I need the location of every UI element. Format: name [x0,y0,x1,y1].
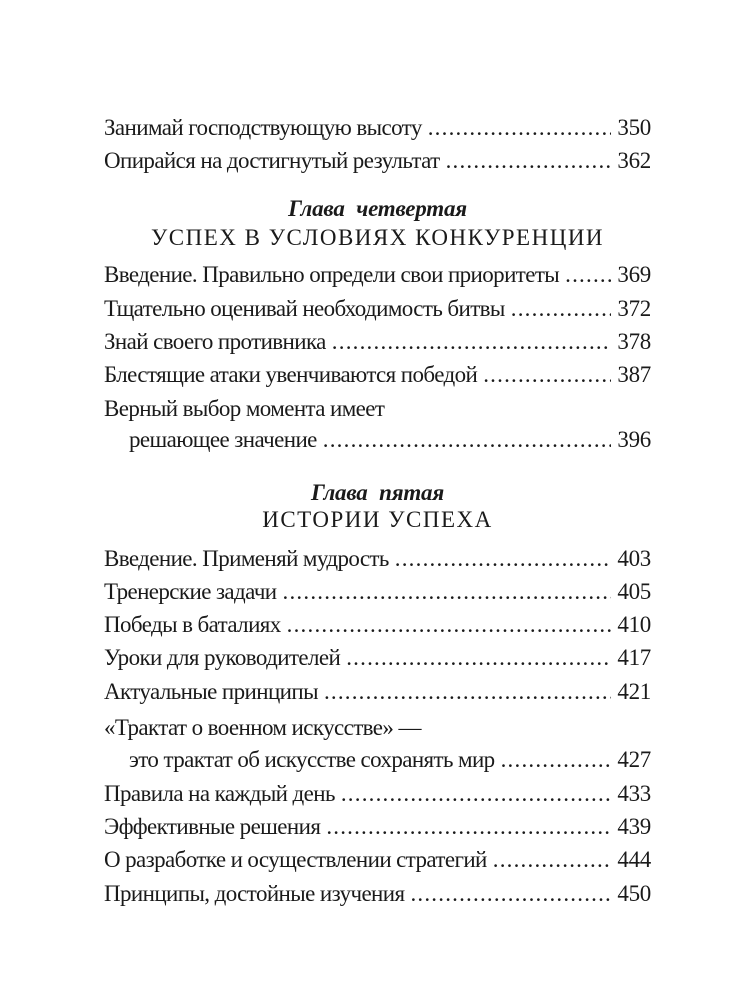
page-number: 433 [617,781,651,806]
page-number: 427 [617,747,651,772]
dot-leader [501,745,612,775]
toc-entry[interactable] [104,113,651,143]
entry-title: Занимай господствующую высоту [104,115,422,140]
dot-leader [323,425,612,455]
entry-title: Верный выбор момента имеет [104,396,385,421]
entry-title: Уроки для руководителей [104,645,341,670]
toc-entry[interactable] [104,677,651,707]
toc-entry[interactable] [104,845,651,875]
entry-title: Введение. Применяй мудрость [104,546,389,571]
entry-title: Знай своего противника [104,329,326,354]
entry-title: Тщательно оценивай необходимость битвы [104,296,505,321]
dot-leader [410,879,611,909]
page-number: 405 [617,579,651,604]
page-number: 378 [617,329,651,354]
dot-leader [283,577,612,607]
toc-entry[interactable] [104,812,651,842]
toc-entry[interactable] [104,327,651,357]
chapter-title: УСПЕХ В УСЛОВИЯХ КОНКУРЕНЦИИ [150,225,605,250]
dot-leader [395,544,612,574]
chapter-label: Глава пятая [310,480,445,505]
entry-title: «Трактат о военном искусстве» — [104,715,421,740]
page-number: 403 [617,546,651,571]
toc-entry[interactable] [104,779,651,809]
entry-title-continuation: это трактат об искусстве сохранять мир [129,747,495,772]
entry-title: Блестящие атаки увенчиваются победой [104,362,478,387]
page-number: 387 [617,362,651,387]
entry-title: Правила на каждый день [104,781,335,806]
dot-leader [346,643,611,673]
toc-entry[interactable] [104,544,651,574]
entry-title: Опирайся на достигнутый результат [104,148,440,173]
entry-title: Актуальные принципы [104,679,318,704]
entry-title-continuation: решающее значение [129,427,317,452]
entry-title: Эффективные решения [104,814,321,839]
toc-entry-continuation[interactable] [104,745,651,775]
toc-entry-continuation[interactable] [104,425,651,455]
page-number: 350 [617,115,651,140]
toc-entry[interactable] [104,610,651,640]
entry-title: Введение. Правильно определи свои приоритеты [104,262,560,287]
page-number: 372 [617,296,651,321]
dot-leader [446,146,612,176]
page-number: 444 [617,847,651,872]
dot-leader [428,113,612,143]
entry-title: Тренерские задачи [104,579,277,604]
toc-entry[interactable] [104,713,651,743]
toc-entry[interactable] [104,643,651,673]
page-number: 410 [617,612,651,637]
chapter-title: ИСТОРИИ УСПЕХА [262,507,493,532]
page-number: 421 [617,679,651,704]
entry-title: Победы в баталиях [104,612,281,637]
dot-leader [493,845,612,875]
dot-leader [332,327,612,357]
page-number: 439 [617,814,651,839]
dot-leader [324,677,611,707]
dot-leader [483,360,611,390]
chapter-label: Глава четвертая [288,196,467,221]
toc-entry[interactable] [104,260,651,290]
page-number: 396 [617,427,651,452]
toc-entry[interactable] [104,146,651,176]
dot-leader [287,610,612,640]
dot-leader [565,260,611,290]
page-number: 362 [617,148,651,173]
page-number: 369 [617,262,651,287]
entry-title: О разработке и осуществлении стратегий [104,847,487,872]
toc-entry[interactable] [104,879,651,909]
page-number: 417 [617,645,651,670]
dot-leader [341,779,612,809]
toc-entry[interactable] [104,294,651,324]
page-number: 450 [617,881,651,906]
toc-entry[interactable] [104,360,651,390]
dot-leader [326,812,611,842]
dot-leader [511,294,612,324]
toc-entry[interactable] [104,394,651,424]
toc-entry[interactable] [104,577,651,607]
entry-title: Принципы, достойные изучения [104,881,405,906]
